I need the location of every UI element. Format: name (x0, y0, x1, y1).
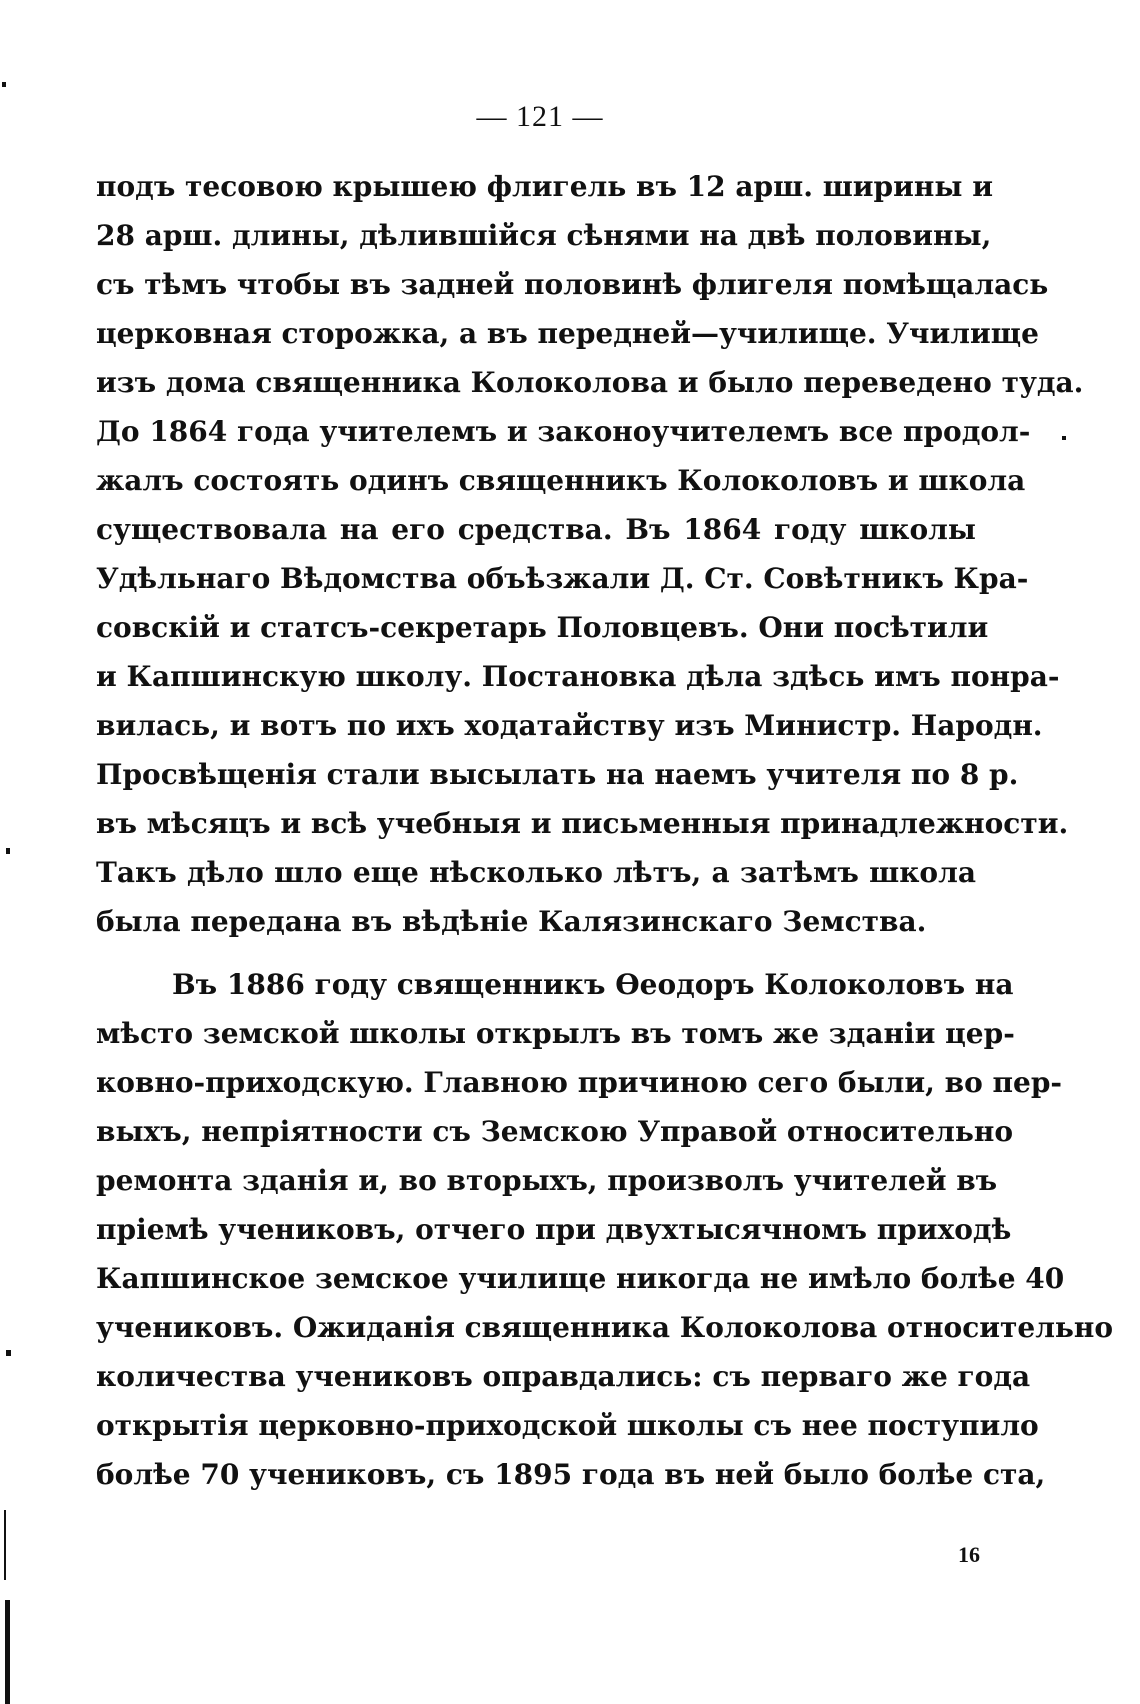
paragraph-1 (96, 162, 1084, 946)
page-number: — 121 — (476, 100, 604, 133)
text-line: До 1864 года учителемъ и законоучителемъ все продол- (96, 415, 1031, 448)
signature-mark: 16 (958, 1542, 980, 1567)
text-line: открытія церковно-приходской школы съ нее поступило (96, 1409, 1039, 1442)
scan-mark (5, 1600, 10, 1704)
paragraph-2 (96, 960, 1114, 1499)
text-line: совскій и статсъ-секретарь Половцевъ. Они посѣтили (96, 611, 989, 644)
text-line: учениковъ. Ожиданія священника Колоколова относительно (96, 1311, 1114, 1344)
text-line: Просвѣщенія стали высылать на наемъ учителя по 8 р. (96, 758, 1019, 791)
text-line: жалъ состоять одинъ священникъ Колоколовъ и школа (96, 464, 1026, 497)
scan-mark (6, 1350, 11, 1356)
text-line: болѣе 70 учениковъ, съ 1895 года въ ней было болѣе ста, (96, 1458, 1046, 1491)
text-line: вилась, и вотъ по ихъ ходатайству изъ Министр. Народн. (96, 709, 1043, 742)
text-line: въ мѣсяцъ и всѣ учебныя и письменныя принадлежности. (96, 807, 1069, 840)
text-line: изъ дома священника Колоколова и было переведено туда. (96, 366, 1084, 399)
text-line: ковно-приходскую. Главною причиною сего были, во пер- (96, 1066, 1063, 1099)
text-line: количества учениковъ оправдались: съ перваго же года (96, 1360, 1031, 1393)
scan-mark (2, 82, 6, 87)
text-line: подъ тесовою крышею флигель въ 12 арш. ширины и (96, 170, 993, 203)
text-line: существовала на его средства. Въ 1864 году школы (96, 513, 976, 546)
scan-mark (4, 1510, 6, 1580)
text-line: и Капшинскую школу. Постановка дѣла здѣсь имъ понра- (96, 660, 1060, 693)
text-line: мѣсто земской школы открылъ въ томъ же зданіи цер- (96, 1017, 1015, 1050)
text-line: церковная сторожка, а въ передней—училище. Училище (96, 317, 1039, 350)
text-line: Въ 1886 году священникъ Өеодоръ Колоколовъ на (172, 968, 1014, 1001)
text-line: Такъ дѣло шло еще нѣсколько лѣтъ, а затѣмъ школа (96, 856, 976, 889)
text-line: пріемѣ учениковъ, отчего при двухтысячномъ приходѣ (96, 1213, 1012, 1246)
text-line: была передана въ вѣдѣніе Калязинскаго Земства. (96, 905, 927, 938)
text-line: выхъ, непріятности съ Земскою Управой относительно (96, 1115, 1014, 1148)
text-line: Капшинское земское училище никогда не имѣло болѣе 40 (96, 1262, 1065, 1295)
scan-mark (6, 848, 10, 854)
text-line: ремонта зданія и, во вторыхъ, произволъ учителей въ (96, 1164, 998, 1197)
scan-mark (1062, 436, 1066, 440)
text-line: съ тѣмъ чтобы въ задней половинѣ флигеля помѣщалась (96, 268, 1049, 301)
text-line: Удѣльнаго Вѣдомства объѣзжали Д. Ст. Совѣтникъ Кра- (96, 562, 1029, 595)
text-line: 28 арш. длины, дѣлившійся сѣнями на двѣ половины, (96, 219, 992, 252)
